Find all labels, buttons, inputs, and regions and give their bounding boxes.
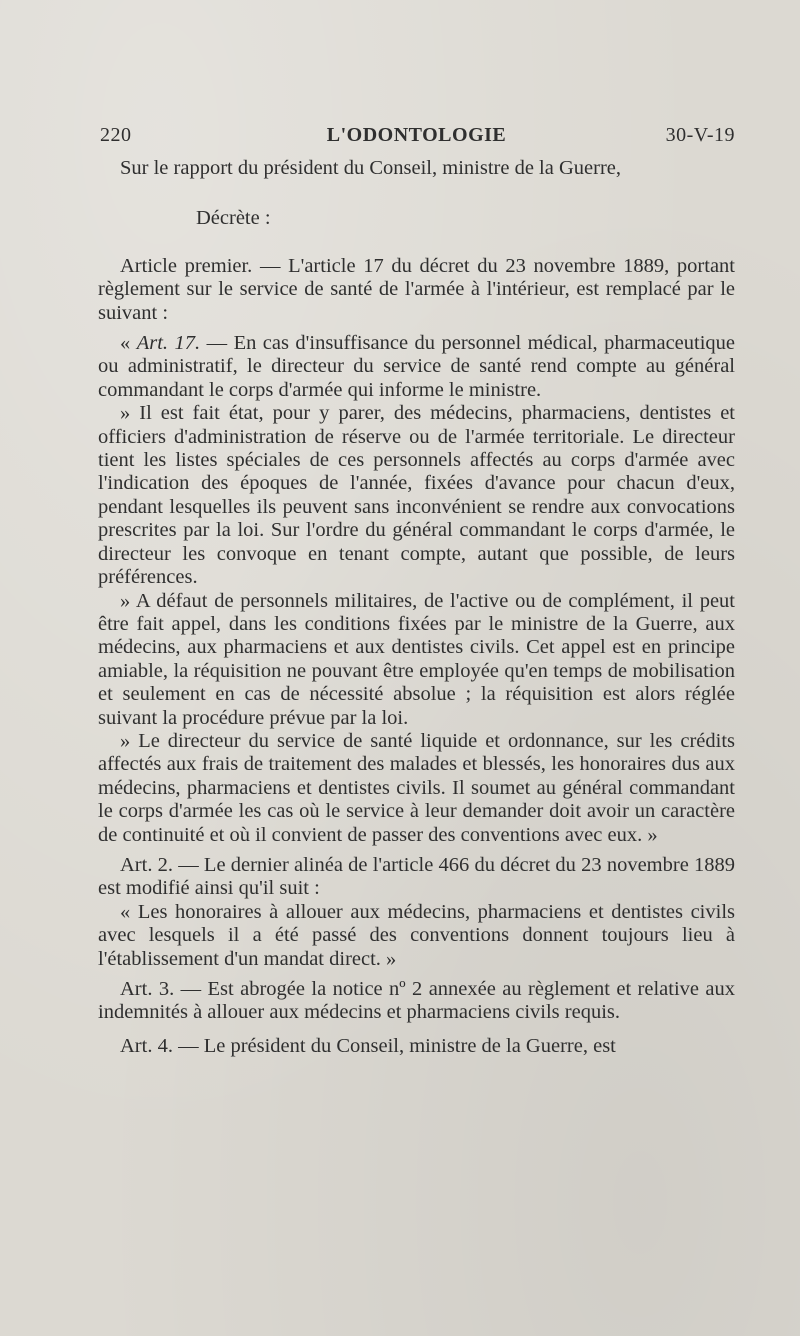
- journal-title: L'ODONTOLOGIE: [326, 124, 507, 146]
- paragraph-rapport: Sur le rapport du président du Conseil, ministre de la Guerre,: [120, 157, 621, 179]
- running-head: [98, 124, 735, 154]
- page-number: 220: [100, 124, 132, 146]
- paragraph-etat: » Il est fait état, pour y parer, des médecins, pharmaciens, dentistes et officiers d'administration de réserve ou de l'armée territoriale. Le directeur tient les listes spéciales de ces personnels affectés au corps d'armée avec l'indication des époques de l'année, fixées d'avance pour chacun d'eux, pendant lesquelles ils peuvent sans inconvénient se rendre aux convocations prescrites par la loi. Sur l'ordre du général commandant le corps d'armée, le directeur les convoque en tenant compte, autant que possible, de leurs préférences.: [98, 402, 735, 589]
- art-17-label: Art. 17.: [136, 332, 201, 355]
- art-17-text: — En cas d'insuffisance du personnel médical, pharmaceutique ou administratif, le directeur du service de santé rend compte au général commandant le corps d'armée qui informe le ministre.: [98, 332, 736, 401]
- paragraph-art-3: Art. 3. — Est abrogée la notice nº 2 annexée au règlement et relative aux indemnités à allouer aux médecins et pharmaciens civils requis.: [98, 978, 735, 1024]
- paragraph-honoraires: « Les honoraires à allouer aux médecins, pharmaciens et dentistes civils avec lesquels il a été passé des conventions donnent toujours lieu à l'établissement d'un mandat direct. »: [98, 900, 735, 970]
- paragraph-directeur: » Le directeur du service de santé liquide et ordonnance, sur les crédits affectés aux frais de traitement des malades et blessés, les honoraires dus aux médecins, pharmaciens et dentistes civils. Il soumet au général commandant le corps d'armée les cas où le service à leur demander doit avoir un caractère de continuité et où il convient de passer des conventions avec eux. »: [98, 729, 735, 846]
- quote-open: «: [120, 332, 137, 355]
- paragraph-art-17: [98, 332, 735, 402]
- paragraph-art-2: Art. 2. — Le dernier alinéa de l'article 466 du décret du 23 novembre 1889 est modifié ainsi qu'il suit :: [98, 853, 735, 900]
- body-text: [98, 157, 735, 1058]
- paragraph-defaut: » A défaut de personnels militaires, de l'active ou de complément, il peut être fait appel, dans les conditions fixées par le ministre de la Guerre, aux médecins, aux pharmaciens et aux dentistes civils. Cet appel est en principe amiable, la réquisition ne pouvant être employée qu'en temps de mobilisation et seulement en cas de nécessité absolue ; la réquisition est alors réglée suivant la procédure prévue par la loi.: [98, 589, 735, 729]
- paragraph-art-4: Art. 4. — Le président du Conseil, ministre de la Guerre, est: [120, 1034, 616, 1057]
- paragraph-decrete: Décrète :: [196, 207, 271, 230]
- paragraph-article-premier: Article premier. — L'article 17 du décret du 23 novembre 1889, portant règlement sur le service de santé de l'armée à l'intérieur, est remplacé par le suivant :: [98, 254, 735, 324]
- issue-date: 30-V-19: [665, 124, 735, 146]
